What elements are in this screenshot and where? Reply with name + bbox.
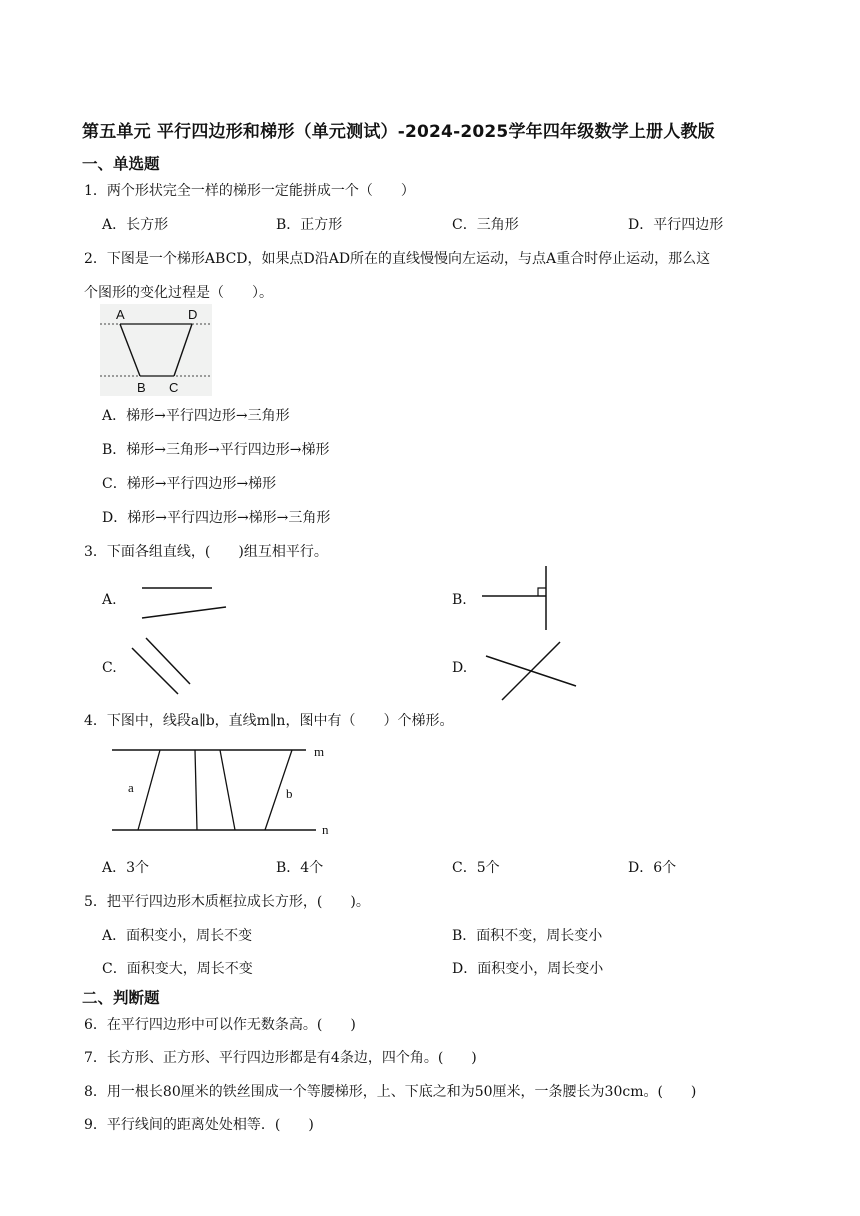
q4-label-n: n [322, 822, 329, 837]
q3-option-b[interactable]: B. [452, 592, 467, 608]
q4-label-a: a [128, 780, 134, 795]
question-4-text: 4．下图中，线段a∥b，直线m∥n，图中有（ ）个梯形。 [84, 713, 454, 729]
q4-option-c[interactable]: C．5个 [452, 860, 500, 876]
q5-option-a[interactable]: A．面积变小，周长不变 [102, 928, 253, 944]
q5-option-b[interactable]: B．面积不变，周长变小 [452, 928, 603, 944]
question-6-text: 6．在平行四边形中可以作无数条高。( ) [84, 1017, 356, 1033]
q5-option-d[interactable]: D．面积变小，周长变小 [452, 961, 604, 977]
question-5-text: 5．把平行四边形木质框拉成长方形，( )。 [84, 894, 370, 910]
q3-figure-c [128, 636, 192, 700]
q4-label-m: m [314, 744, 325, 759]
q2-label-c: C [169, 380, 179, 395]
q2-label-a: A [116, 307, 125, 322]
section-heading-single-choice: 一、单选题 [82, 155, 160, 173]
q4-option-d[interactable]: D．6个 [628, 860, 677, 876]
q1-option-a[interactable]: A．长方形 [102, 217, 169, 233]
q3-figure-b [480, 564, 554, 632]
q4-option-a[interactable]: A．3个 [102, 860, 150, 876]
page-title: 第五单元 平行四边形和梯形（单元测试）-2024-2025学年四年级数学上册人教版 [82, 122, 715, 142]
q2-option-b[interactable]: B．梯形→三角形→平行四边形→梯形 [102, 442, 330, 458]
q3-figure-d [482, 638, 580, 702]
q2-option-d[interactable]: D．梯形→平行四边形→梯形→三角形 [102, 510, 331, 526]
q3-option-d[interactable]: D. [452, 660, 468, 676]
q4-trapezoid-count-figure [110, 740, 340, 840]
question-7-text: 7．长方形、正方形、平行四边形都是有4条边，四个角。( ) [84, 1050, 477, 1066]
question-8-text: 8．用一根长80厘米的铁丝围成一个等腰梯形，上、下底之和为50厘米，一条腰长为30cm。( ) [84, 1084, 697, 1100]
q5-option-c[interactable]: C．面积变大，周长不变 [102, 961, 253, 977]
q1-option-c[interactable]: C．三角形 [452, 217, 519, 233]
section-heading-true-false: 二、判断题 [82, 989, 160, 1007]
q3-option-a[interactable]: A. [102, 592, 117, 608]
q2-label-d: D [188, 307, 198, 322]
q1-option-d[interactable]: D．平行四边形 [628, 217, 724, 233]
q3-figure-a [138, 582, 230, 622]
q2-trapezoid-figure [100, 304, 212, 396]
q4-option-b[interactable]: B．4个 [276, 860, 324, 876]
q4-label-b: b [286, 786, 293, 801]
question-1-text: 1．两个形状完全一样的梯形一定能拼成一个（ ） [84, 183, 415, 199]
q2-option-a[interactable]: A．梯形→平行四边形→三角形 [102, 408, 290, 424]
question-3-text: 3．下面各组直线，( )组互相平行。 [84, 544, 328, 560]
q1-option-b[interactable]: B．正方形 [276, 217, 343, 233]
q2-label-b: B [137, 380, 146, 395]
question-2-text-line1: 2．下图是一个梯形ABCD，如果点D沿AD所在的直线慢慢向左运动，与点A重合时停止运动，那么这 [84, 251, 711, 267]
question-9-text: 9．平行线间的距离处处相等．( ) [84, 1117, 314, 1133]
question-2-text-line2: 个图形的变化过程是（ ）。 [84, 285, 273, 301]
q3-option-c[interactable]: C. [102, 660, 117, 676]
q2-option-c[interactable]: C．梯形→平行四边形→梯形 [102, 476, 277, 492]
